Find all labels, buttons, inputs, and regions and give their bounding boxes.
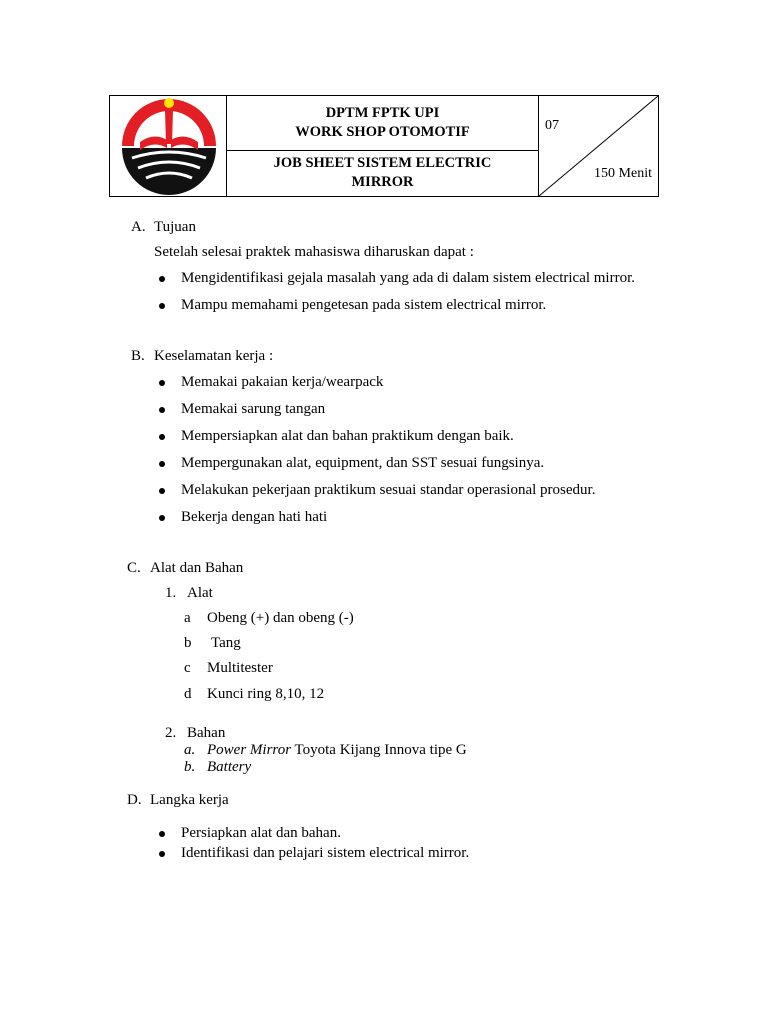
bullet-icon	[159, 407, 165, 413]
job-title-block	[227, 151, 538, 196]
alat-item-text: Kunci ring 8,10, 12	[207, 686, 325, 702]
alat-item-letter: a	[184, 610, 191, 626]
bahan-item-rest: Toyota Kijang Innova tipe G	[291, 742, 467, 758]
job-title-line2: MIRROR	[351, 174, 414, 190]
bahan-item-letter: b.	[184, 759, 196, 775]
bullet-icon	[159, 851, 165, 857]
header-table	[109, 95, 659, 197]
section-d-item: Identifikasi dan pelajari sistem electrical mirror.	[181, 845, 470, 861]
section-a-title: Tujuan	[154, 219, 196, 235]
section-a-intro: Setelah selesai praktek mahasiswa diharuskan dapat :	[154, 244, 474, 260]
sheet-duration: 150 Menit	[594, 166, 652, 181]
section-b-title: Keselamatan kerja :	[154, 348, 274, 364]
alat-title: Alat	[187, 585, 213, 601]
bullet-icon	[159, 461, 165, 467]
header-code-cell	[539, 96, 658, 196]
alat-item-letter: b	[184, 635, 192, 651]
bahan-item-text	[207, 742, 467, 759]
section-d-item: Persiapkan alat dan bahan.	[181, 825, 341, 841]
bullet-icon	[159, 831, 165, 837]
alat-item-letter: c	[184, 660, 191, 676]
bullet-icon	[159, 488, 165, 494]
sheet-code: 07	[545, 118, 559, 133]
header-institution-block	[227, 96, 538, 151]
bullet-icon	[159, 380, 165, 386]
alat-item-text: Tang	[211, 635, 241, 651]
bahan-title: Bahan	[187, 725, 226, 741]
job-title-line1: JOB SHEET SISTEM ELECTRIC	[273, 155, 492, 171]
alat-item-text: Multitester	[207, 660, 273, 676]
bahan-item-italic: Power Mirror	[207, 742, 292, 758]
bullet-icon	[159, 515, 165, 521]
section-c-title: Alat dan Bahan	[150, 560, 244, 576]
bullet-icon	[159, 276, 165, 282]
section-b-item: Mempergunakan alat, equipment, dan SST sesuai fungsinya.	[181, 455, 545, 471]
section-a-marker: A.	[131, 219, 146, 235]
bahan-item-text	[207, 759, 251, 776]
section-d-title: Langka kerja	[150, 792, 229, 808]
section-b-item: Mempersiapkan alat dan bahan praktikum dengan baik.	[181, 428, 514, 444]
bullet-icon	[159, 434, 165, 440]
logo-cell	[110, 96, 227, 196]
section-b-item: Memakai sarung tangan	[181, 401, 326, 417]
alat-item-text: Obeng (+) dan obeng (-)	[207, 610, 354, 626]
bahan-marker: 2.	[165, 725, 177, 741]
section-b-item: Melakukan pekerjaan praktikum sesuai standar operasional prosedur.	[181, 482, 596, 498]
section-c-marker: C.	[127, 560, 141, 576]
alat-marker: 1.	[165, 585, 177, 601]
bullet-icon	[159, 303, 165, 309]
institution-name: DPTM FPTK UPI	[325, 105, 440, 121]
bahan-item-letter: a.	[184, 742, 196, 758]
section-a-item: Mampu memahami pengetesan pada sistem electrical mirror.	[181, 297, 547, 313]
section-b-marker: B.	[131, 348, 145, 364]
section-b-item: Bekerja dengan hati hati	[181, 509, 328, 525]
header-title-cell	[227, 96, 539, 196]
bahan-item-italic: Battery	[207, 759, 252, 775]
alat-item-letter: d	[184, 686, 192, 702]
section-a-item: Mengidentifikasi gejala masalah yang ada di dalam sistem electrical mirror.	[181, 270, 636, 286]
workshop-name: WORK SHOP OTOMOTIF	[295, 124, 470, 140]
upi-logo-icon	[110, 96, 227, 196]
section-d-marker: D.	[127, 792, 142, 808]
section-b-item: Memakai pakaian kerja/wearpack	[181, 374, 384, 390]
